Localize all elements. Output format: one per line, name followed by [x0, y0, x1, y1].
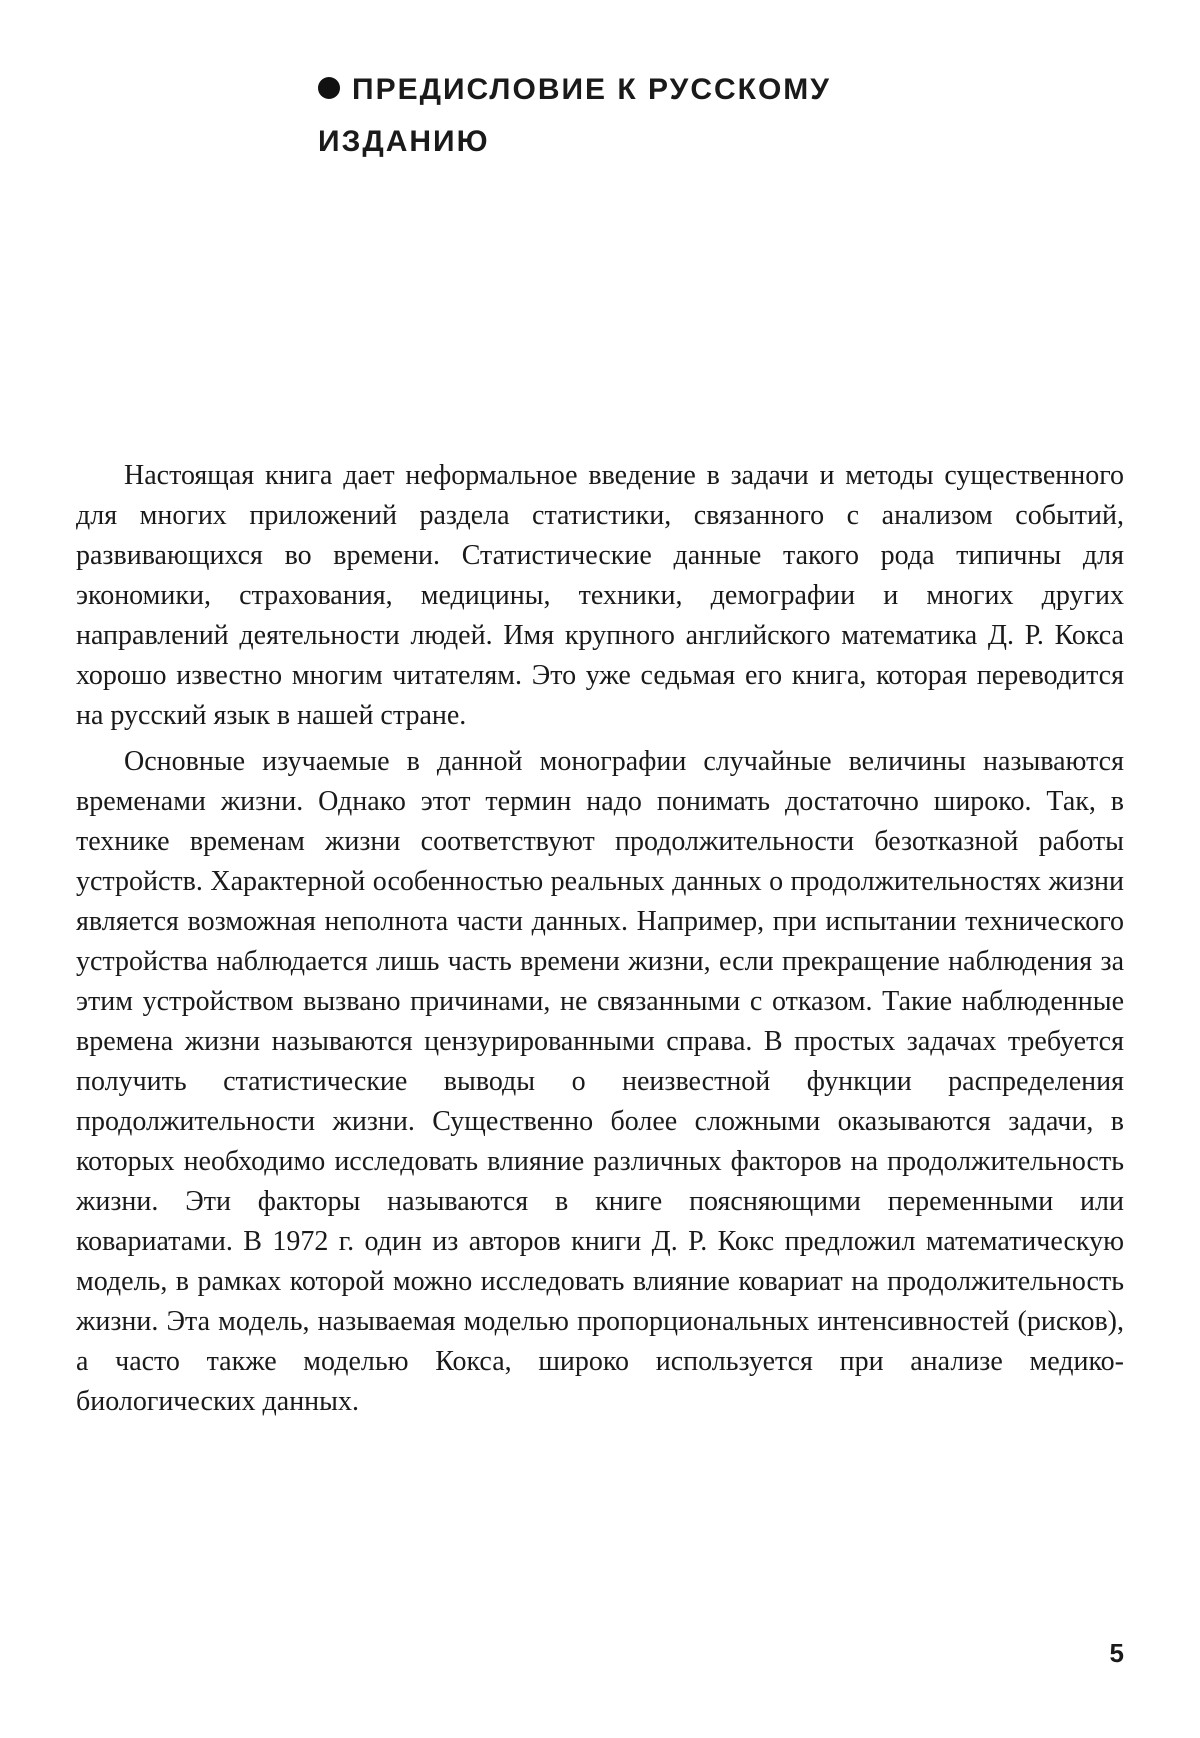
heading-line-2: ИЗДАНИЮ [318, 125, 490, 158]
heading-text-1: ПРЕДИСЛОВИЕ К РУССКОМУ [352, 73, 831, 106]
page-heading [318, 64, 958, 168]
bullet-icon [318, 77, 340, 99]
page-number: 5 [1109, 1638, 1124, 1668]
paragraph-2: Основные изучаемые в данной монографии случайные величины называются временами жизни. Однако этот термин надо понимать достаточно широко. Так, в технике временам жизни соответствуют продолжительности безотказной работы устройств. Характерной особенностью реальных данных о продолжительностях жизни является возможная неполнота части данных. Например, при испытании технического устройства наблюдается лишь часть времени жизни, если прекращение наблюдения за этим устройством вызвано причинами, не связанными с отказом. Такие наблюденные времена жизни называются цензурированными справа. В простых задачах требуется получить статистические выводы о неизвестной функции распределения продолжительности жизни. Существенно более сложными оказываются задачи, в которых необходимо исследовать влияние различных факторов на продолжительность жизни. Эти факторы называются в книге поясняющими переменными или ковариатами. В 1972 г. один из авторов книги Д. Р. Кокс предложил математическую модель, в рамках которой можно исследовать влияние ковариат на продолжительность жизни. Эта модель, называемая моделью пропорциональных интенсивностей (рисков), а часто также моделью Кокса, широко используется при анализе медико-биологических данных. [76, 746, 1124, 1417]
heading-line-1 [318, 64, 958, 116]
paragraph-1: Настоящая книга дает неформальное введение в задачи и методы существенного для многих приложений раздела статистики, связанного с анализом событий, развивающихся во времени. Статистические данные такого рода типичны для экономики, страхования, медицины, техники, демографии и многих других направлений деятельности людей. Имя крупного английского математика Д. Р. Кокса хорошо известно многим читателям. Это уже седьмая его книга, которая переводится на русский язык в нашей стране. [76, 460, 1124, 731]
body-text [76, 456, 1124, 1428]
